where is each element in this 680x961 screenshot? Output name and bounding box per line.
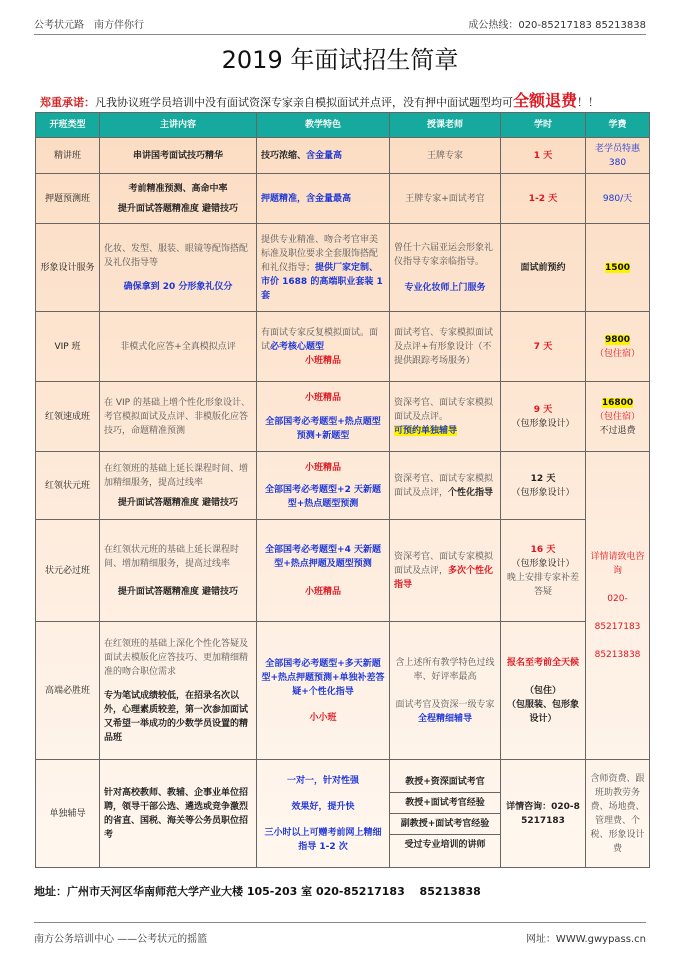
teacher-option: 教授+资深面试考官 [390,772,500,793]
row-teacher [390,760,501,868]
header-divider [34,34,646,35]
row-type: 状元必过班 [36,520,100,622]
row-type: 单独辅导 [36,760,100,868]
promise-line [40,88,660,111]
row-content: 在红领状元班的基础上延长课程时间、增加精细服务，提高过线率 提升面试答题精准度 避错技巧 [100,520,257,622]
row-teacher: 资深考官、面试专家模拟面试及点评，多次个性化指导 [390,520,501,622]
row-teacher: 王牌专家+面试考官 [390,174,501,224]
row-teacher: 资深考官、面试专家模拟面试及点评，个性化指导 [390,452,501,520]
header-hotline: 成公热线：020-85217183 85213838 [468,20,646,31]
row-type: 押题预测班 [36,174,100,224]
table-row [36,452,650,520]
row-fee: 1500 [586,224,650,312]
row-type: 红领速成班 [36,382,100,452]
row-fee: 980/天 [586,174,650,224]
row-feature: 一对一，针对性强 效果好，提升快 三小时以上可赠考前网上精细指导 1-2 次 [257,760,390,868]
row-fee: 详情请致电咨询 020- 85217183 85213838 [586,452,650,760]
row-hours: 7 天 [501,312,586,382]
table-row [36,174,650,224]
address: 地址：广州市天河区华南师范大学产业大楼 105-203 室 020-85217183 85213838 [34,885,481,898]
table-row [36,622,650,760]
row-fee: 9800 （包住宿） [586,312,650,382]
row-teacher: 王牌专家 [390,138,501,174]
row-feature: 提供专业精准、吻合考官审美标准及职位要求全套服饰搭配和礼仪指导；提供厂家定制、市价 1688 的高端职业套装 1 套 [257,224,390,312]
row-feature: 押题精准，含金量最高 [257,174,390,224]
footer-org: 南方公务培训中心 ——公考状元的摇篮 [34,934,208,945]
row-type: 精讲班 [36,138,100,174]
table-row [36,520,650,622]
row-content: 针对高校教师、教辅、企事业单位招聘，领导干部公选、遴选或竞争激烈的省直、国税、海关等公务员职位招考 [100,760,257,868]
row-fee: 含师资费、跟班助教劳务费、场地费、管理费、个税、形象设计费 [586,760,650,868]
col-teacher: 授课老师 [390,113,501,138]
row-type: VIP 班 [36,312,100,382]
row-hours: 9 天 （包形象设计） [501,382,586,452]
row-feature: 全部国考必考题型+4 天新题型+热点押题及题型预测 小班精品 [257,520,390,622]
row-type: 高端必胜班 [36,622,100,760]
row-hours: 面试前预约 [501,224,586,312]
table-row [36,224,650,312]
col-type: 开班类型 [36,113,100,138]
header-slogan: 公考状元路 南方伴你行 [34,20,144,31]
row-fee: 16800 （包住宿） 不过退费 [586,382,650,452]
row-content: 在红领班的基础上深化个性化答疑及面试去模版化应答技巧、更加精细精准的吻合职位需求 专为笔试成绩较低，在招录名次以外，心理素质较差，第一次参加面试又希望一举成功的少数学员设置的精品班 [100,622,257,760]
col-feature: 教学特色 [257,113,390,138]
col-hours: 学时 [501,113,586,138]
row-hours: 报名至考前全天候 （包住） （包服装、包形象设计） [501,622,586,760]
table-row [36,760,650,868]
row-teacher: 含上述所有教学特色过线率、好评率最高 面试考官及资深一级专家 全程精细辅导 [390,622,501,760]
teacher-option: 副教授+面试考官经验 [390,814,500,835]
row-content: 串讲国考面试技巧精华 [100,138,257,174]
footer-divider [34,922,646,923]
row-type: 形象设计服务 [36,224,100,312]
row-content: 在红领班的基础上延长课程时间、增加精细服务，提高过线率 提升面试答题精准度 避错技巧 [100,452,257,520]
footer-website: 网址：WWW.gwypass.cn [525,934,646,945]
row-type: 红领状元班 [36,452,100,520]
row-feature: 小班精品 全部国考必考题型+2 天新题型+热点题型预测 [257,452,390,520]
row-teacher: 资深考官、面试专家模拟面试及点评。 可预约单独辅导 [390,382,501,452]
row-hours: 1 天 [501,138,586,174]
page-title: 2019 年面试招生简章 [221,46,459,74]
row-content: 考前精准预测、高命中率 提升面试答题精准度 避错技巧 [100,174,257,224]
row-feature: 技巧浓缩、含金量高 [257,138,390,174]
table-header-row [36,113,650,138]
table-row [36,382,650,452]
row-content: 在 VIP 的基础上增个性化形象设计、考官模拟面试及点评、非模版化应答技巧，命题精准预测 [100,382,257,452]
row-content: 非模式化应答+全真模拟点评 [100,312,257,382]
page-header [34,16,646,34]
promise-refund: 全额退费 [513,91,578,110]
row-teacher: 面试考官、专家模拟面试及点评+有形象设计（不提供跟踪考场服务） [390,312,501,382]
row-content: 化妆、发型、服装、眼镜等配饰搭配及礼仪指导等 确保拿到 20 分形象礼仪分 [100,224,257,312]
teacher-option: 教授+面试考官经验 [390,793,500,814]
row-hours: 1-2 天 [501,174,586,224]
table-row [36,138,650,174]
col-content: 主讲内容 [100,113,257,138]
table-row [36,312,650,382]
teacher-option: 受过专业培训的讲师 [404,840,486,850]
row-feature: 有面试专家反复模拟面试。面试必考核心题型 小班精品 [257,312,390,382]
row-hours: 详情咨询：020-85217183 [501,760,586,868]
promise-end: ！！ [577,96,600,109]
row-fee: 老学员特惠 380 [586,138,650,174]
promise-text: 凡我协议班学员培训中没有面试资深专家亲自模拟面试并点评，没有押中面试题型均可 [95,96,513,109]
col-fee: 学费 [586,113,650,138]
row-feature: 全部国考必考题型+多天新题型+热点押题预测+单独补差答疑+个性化指导 小小班 [257,622,390,760]
promise-label: 郑重承诺： [40,96,95,109]
row-teacher: 曾任十六届亚运会形象礼仪指导专家亲临指导。 专业化妆师上门服务 [390,224,501,312]
row-hours: 16 天 （包形象设计） 晚上安排专家补差答疑 [501,520,586,622]
row-feature: 小班精品 全部国考必考题型+热点题型预测+新题型 [257,382,390,452]
row-hours: 12 天 （包形象设计） [501,452,586,520]
course-table [35,112,650,868]
